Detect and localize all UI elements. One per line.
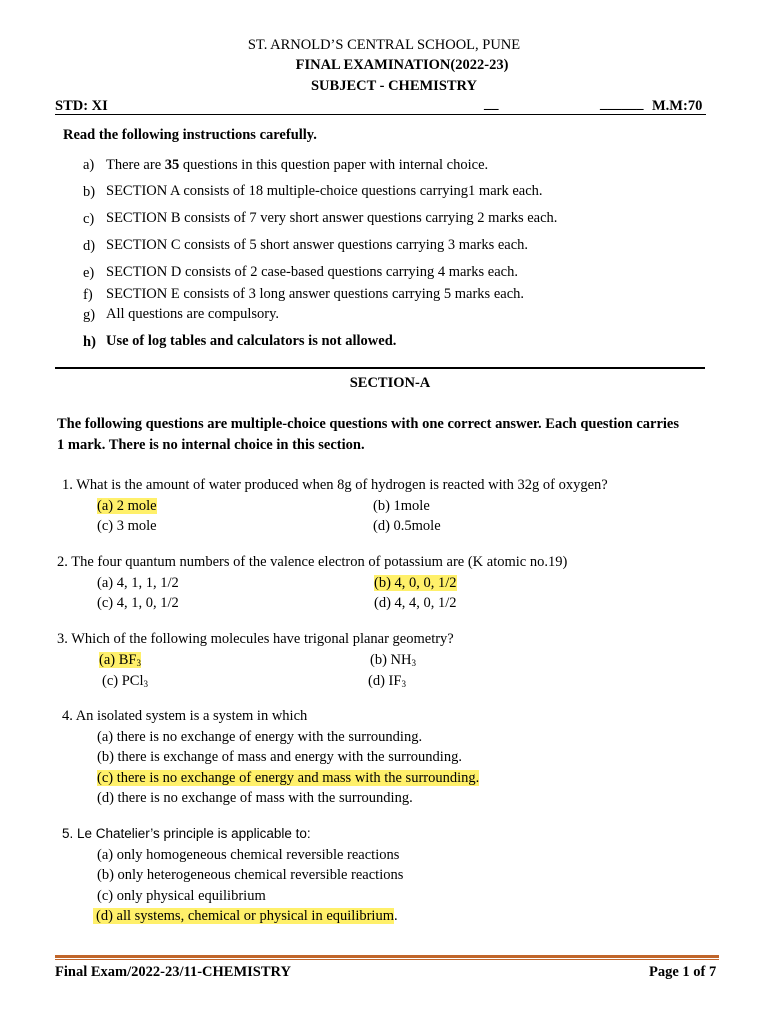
page-number: Page 1 of 7 [649,964,717,980]
q3-option-d: (d) $IF_3$ [368,673,406,689]
instruction-label: h) [83,334,96,350]
instruction-text: Use of log tables and calculators is not allowed. [106,333,397,349]
std-label: STD: XI [55,98,108,114]
q1-option-a: (a) 2 mole [97,498,157,514]
instruction-label: b) [83,184,96,200]
footer-left-text: Final Exam/2022-23/11-CHEMISTRY [55,964,291,980]
header-blank-2: ______ [600,96,644,112]
q1-option-c: (c) 3 mole [97,518,157,534]
q2-option-a: (a) 4, 1, 1, 1/2 [97,575,179,591]
instructions-heading: Read the following instructions carefully. [63,127,317,143]
q5-option-c: (c) only physical equilibrium [97,888,266,904]
header-blank-1: __ [484,96,499,112]
question-4-text: 4. An isolated system is a system in which [62,708,308,724]
school-name: ST. ARNOLD’S CENTRAL SCHOOL, PUNE [247,37,521,53]
q4-option-a: (a) there is no exchange of energy with the surrounding. [97,729,423,745]
header-rule [55,114,706,115]
instruction-label: d) [83,238,96,254]
q1-option-d: (d) 0.5mole [373,518,441,534]
q4-option-b: (b) there is exchange of mass and energy with the surrounding. [97,749,462,765]
instruction-label: c) [83,211,95,227]
question-3-text: 3. Which of the following molecules have trigonal planar geometry? [57,631,454,647]
q1-option-b: (b) 1mole [373,498,430,514]
q4-option-c: (c) there is no exchange of energy and mass with the surrounding. [97,770,480,786]
max-marks: M.M:70 [652,98,703,114]
section-intro-line-2: 1 mark. There is no internal choice in this section. [57,437,365,453]
q3-option-c: (c) PCl$_3$ [102,673,148,689]
instruction-item: There are 35 questions in this question paper with internal choice. [106,157,489,173]
q4-option-d: (d) there is no exchange of mass with the surrounding. [97,790,413,806]
q3-option-b: (b) $NH_3$ [370,652,416,668]
instruction-label: a) [83,157,95,173]
question-5-text: 5. Le Chatelier’s principle is applicable to: [62,826,311,841]
q5-option-b: (b) only heterogeneous chemical reversible reactions [97,867,404,883]
instruction-text: SECTION D consists of 2 case-based questions carrying 4 marks each. [106,264,518,280]
q2-option-b: (b) 4, 0, 0, 1/2 [374,575,457,591]
footer-rule [55,955,719,958]
q3-option-a: (a) $BF_3$ [99,652,141,668]
instruction-label: e) [83,265,95,281]
subject-title: SUBJECT - CHEMISTRY [310,78,477,94]
section-title: SECTION-A [349,375,431,391]
instruction-text: SECTION B consists of 7 very short answer questions carrying 2 marks each. [106,210,558,226]
q5-option-a: (a) only homogeneous chemical reversible reactions [97,847,400,863]
q2-option-d: (d) 4, 4, 0, 1/2 [374,595,457,611]
question-2-text: 2. The four quantum numbers of the valence electron of potassium are (K atomic no.19) [57,554,568,570]
q2-option-c: (c) 4, 1, 0, 1/2 [97,595,179,611]
question-1-text: 1. What is the amount of water produced when 8g of hydrogen is reacted with 32g of oxygen? [62,477,608,493]
instruction-text: SECTION A consists of 18 multiple-choice questions carrying1 mark each. [106,183,543,199]
instruction-label: f) [83,287,93,303]
section-divider [55,367,705,369]
instruction-item [83,157,94,174]
exam-title: FINAL EXAMINATION(2022-23) [295,57,509,73]
section-intro-line-1: The following questions are multiple-choice questions with one correct answer. Each question carries [57,416,680,432]
instruction-label: g) [83,307,96,323]
q5-option-d: (d) all systems, chemical or physical in equilibrium. [93,908,398,925]
instruction-text: SECTION C consists of 5 short answer questions carrying 3 marks each. [106,237,529,253]
instruction-text: SECTION E consists of 3 long answer questions carrying 5 marks each. [106,286,525,302]
footer-rule-thin [55,959,719,960]
instruction-text: All questions are compulsory. [106,306,280,322]
